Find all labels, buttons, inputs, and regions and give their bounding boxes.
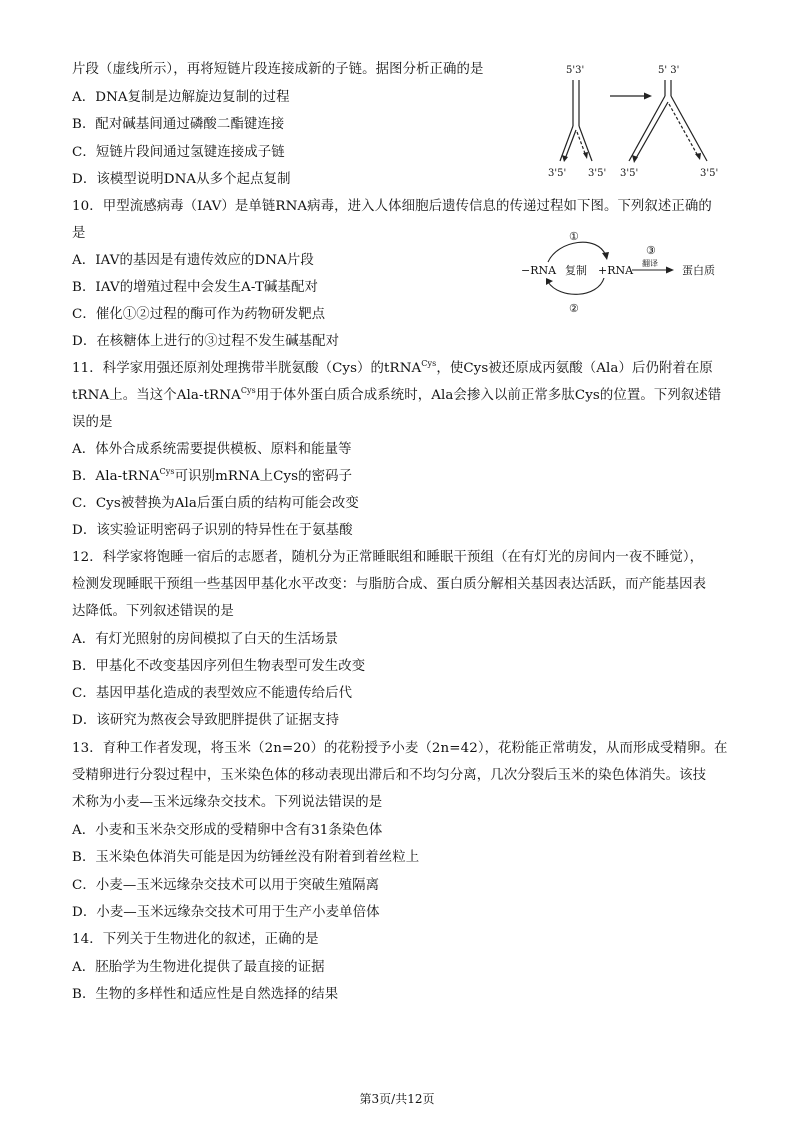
q12-option-d: D．该研究为熬夜会导致肥胖提供了证据支持 [72,713,340,728]
q12-stem-line3: 达降低。下列叙述错误的是 [72,604,234,619]
dna-replication-diagram [540,58,730,183]
q14-option-b: B．生物的多样性和适应性是自然选择的结果 [72,987,339,1002]
q11-option-c: C．Cys被替换为Ala后蛋白质的结构可能会改变 [72,496,359,511]
q12-option-a: A．有灯光照射的房间模拟了白天的生活场景 [72,632,339,647]
q12-option-c: C．基因甲基化造成的表型效应不能遗传给后代 [72,686,353,701]
dna-label-bottom-2: 3'5' [588,168,607,179]
q9-option-a: A．DNA复制是边解旋边复制的过程 [72,90,290,105]
step-3-marker: ③ [646,244,656,257]
dna-label-bottom-3: 3'5' [620,168,639,179]
protein-label: 蛋白质 [682,264,715,277]
q10-option-c: C．催化①②过程的酶可作为药物研发靶点 [72,307,326,322]
q12-stem-line2: 检测发现睡眠干预组一些基因甲基化水平改变：与脂肪合成、蛋白质分解相关基因表达活跃，而产能基因表 [72,577,707,592]
q10-option-d: D．在核糖体上进行的③过程不发生碱基配对 [72,334,340,349]
q9-option-b: B．配对碱基间通过磷酸二酯键连接 [72,117,285,132]
q13-option-b: B．玉米染色体消失可能是因为纺锤丝没有附着到着丝粒上 [72,850,420,865]
page-footer: 第3页/共12页 [359,1092,435,1106]
q11-stem-line2: tRNA上。当这个Ala-tRNA$^{Cys}$用于体外蛋白质合成系统时，Ala会掺入以前正常多肽Cys的位置。下列叙述错 [72,386,722,403]
step-2-marker: ② [569,302,579,315]
plus-rna-label: +RNA [598,264,634,277]
q9-option-d: D．该模型说明DNA从多个起点复制 [72,172,291,187]
q9-option-c: C．短链片段间通过氢键连接成子链 [72,145,285,160]
q11-option-d: D．该实验证明密码子识别的特异性在于氨基酸 [72,523,353,538]
q11-stem-line1: 11．科学家用强还原剂处理携带半胱氨酸（Cys）的tRNA$^{Cys}$，使Cys被还原成丙氨酸（Ala）后仍附着在原 [72,359,713,376]
step-1-marker: ① [569,230,579,243]
translation-label: 翻译 [642,259,658,268]
q13-stem-line1: 13．育种工作者发现，将玉米（2n=20）的花粉授予小麦（2n=42），花粉能正常萌发，从而形成受精卵。在 [72,741,728,756]
q14-stem: 14．下列关于生物进化的叙述，正确的是 [72,932,319,947]
q13-option-d: D．小麦—玉米远缘杂交技术可用于生产小麦单倍体 [72,905,380,920]
minus-rna-label: −RNA [521,264,557,277]
dna-label-top-right: 5' 3' [658,65,680,76]
q13-option-a: A．小麦和玉米杂交形成的受精卵中含有31条染色体 [72,823,383,838]
q14-option-a: A．胚胎学为生物进化提供了最直接的证据 [72,960,325,975]
q10-stem-line1: 10．甲型流感病毒（IAV）是单链RNA病毒，进入人体细胞后遗传信息的传递过程如下图。下列叙述正确的 [72,199,712,214]
q12-option-b: B．甲基化不改变基因序列但生物表型可发生改变 [72,659,366,674]
q10-option-a: A．IAV的基因是有遗传效应的DNA片段 [72,253,314,268]
dna-label-top-left: 5'3' [566,65,585,76]
iav-rna-pathway-diagram [518,226,728,316]
q10-stem-line2: 是 [72,226,86,241]
q10-option-b: B．IAV的增殖过程中会发生A-T碱基配对 [72,280,319,295]
q11-option-b: B．Ala-tRNA$^{Cys}$可识别mRNA上Cys的密码子 [72,467,353,484]
dna-label-bottom-4: 3'5' [700,168,719,179]
dna-label-bottom-1: 3'5' [548,168,567,179]
q11-stem-line3: 误的是 [72,415,113,430]
q13-stem-line3: 术称为小麦—玉米远缘杂交技术。下列说法错误的是 [72,795,383,810]
replication-label: 复制 [565,264,587,277]
q13-option-c: C．小麦—玉米远缘杂交技术可以用于突破生殖隔离 [72,878,380,893]
q11-option-a: A．体外合成系统需要提供模板、原料和能量等 [72,442,352,457]
q12-stem-line1: 12．科学家将饱睡一宿后的志愿者，随机分为正常睡眠组和睡眠干预组（在有灯光的房间内一夜不睡觉）， [72,550,704,565]
q9-stem-continued: 片段（虚线所示），再将短链片段连接成新的子链。据图分析正确的是 [72,62,484,77]
q13-stem-line2: 受精卵进行分裂过程中，玉米染色体的移动表现出滞后和不均匀分离，几次分裂后玉米的染色体消失。该技 [72,768,707,783]
